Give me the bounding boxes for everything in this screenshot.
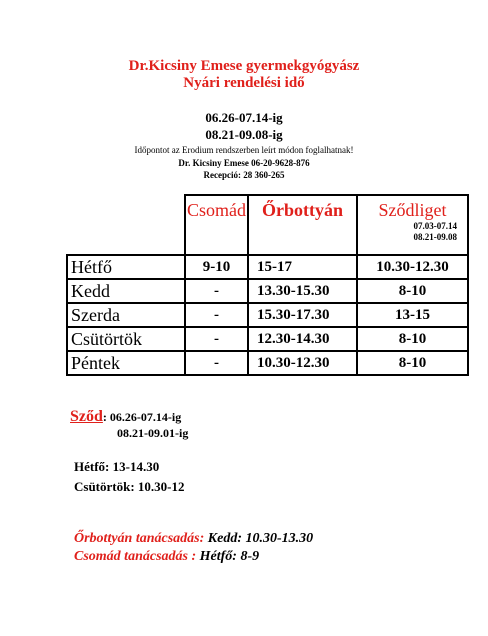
csomad-cell: - xyxy=(185,279,248,303)
orbottyan-cell: 13.30-15.30 xyxy=(248,279,357,303)
page-title: Dr.Kicsiny Emese gyermekgyógyász xyxy=(128,58,360,74)
csomad-advice-value: Hétfő: 8-9 xyxy=(199,549,260,564)
szod-thursday: Csütörtök: 10.30-12 xyxy=(74,479,185,494)
orbottyan-cell: 10.30-12.30 xyxy=(248,351,357,375)
csomad-cell: - xyxy=(185,303,248,327)
table-header-row xyxy=(67,195,468,255)
date-range-1: 06.26-07.14-ig xyxy=(205,110,283,125)
szodliget-cell: 8-10 xyxy=(357,279,468,303)
day-cell: Péntek xyxy=(67,351,185,375)
orbottyan-advice-value: Kedd: 10.30-13.30 xyxy=(207,531,314,546)
orbottyan-cell: 12.30-14.30 xyxy=(248,327,357,351)
table-row xyxy=(67,255,468,279)
page-subtitle: Nyári rendelési idő xyxy=(183,75,305,91)
szod-date-1: : 06.26-07.14-ig xyxy=(102,410,182,424)
booking-note: Időpontot az Erodium rendszerben leírt módon foglalhatnak! xyxy=(134,145,354,155)
csomad-cell: - xyxy=(185,351,248,375)
day-cell: Kedd xyxy=(67,279,185,303)
csomad-cell: 9-10 xyxy=(185,255,248,279)
date-range-2: 08.21-09.08-ig xyxy=(205,127,283,142)
szodliget-cell: 10.30-12.30 xyxy=(357,255,468,279)
csomad-advice-label: Csomád tanácsadás : xyxy=(74,549,197,564)
szod-label: Sződ xyxy=(70,408,103,425)
csomad-advice xyxy=(74,549,259,565)
szodliget-date-1: 07.03-07.14 xyxy=(413,221,457,231)
day-cell: Csütörtök xyxy=(67,327,185,351)
day-cell: Hétfő xyxy=(67,255,185,279)
orbottyan-advice xyxy=(74,531,313,547)
orbottyan-cell: 15.30-17.30 xyxy=(248,303,357,327)
orbottyan-cell: 15-17 xyxy=(248,255,357,279)
column-header-szodliget-label: Sződliget xyxy=(378,200,447,220)
csomad-cell: - xyxy=(185,327,248,351)
day-cell: Szerda xyxy=(67,303,185,327)
table-row xyxy=(67,279,468,303)
szodliget-date-2: 08.21-09.08 xyxy=(413,232,457,242)
szod-monday: Hétfő: 13-14.30 xyxy=(74,459,160,474)
table-row xyxy=(67,327,468,351)
table-row xyxy=(67,303,468,327)
reception-phone: Recepció: 28 360-265 xyxy=(203,170,285,180)
corner-cell xyxy=(67,195,185,255)
orbottyan-advice-label: Őrbottyán tanácsadás: xyxy=(74,531,205,546)
doctor-phone: Dr. Kicsiny Emese 06-20-9628-876 xyxy=(178,158,310,168)
szod-section xyxy=(70,408,181,426)
column-header-csomad: Csomád xyxy=(185,195,248,255)
szod-date-2: 08.21-09.01-ig xyxy=(117,426,189,440)
szodliget-cell: 13-15 xyxy=(357,303,468,327)
szodliget-cell: 8-10 xyxy=(357,351,468,375)
szodliget-cell: 8-10 xyxy=(357,327,468,351)
column-header-orbottyan: Őrbottyán xyxy=(248,195,357,255)
column-header-szodliget xyxy=(357,195,468,255)
table-row xyxy=(67,351,468,375)
schedule-table xyxy=(66,194,469,376)
